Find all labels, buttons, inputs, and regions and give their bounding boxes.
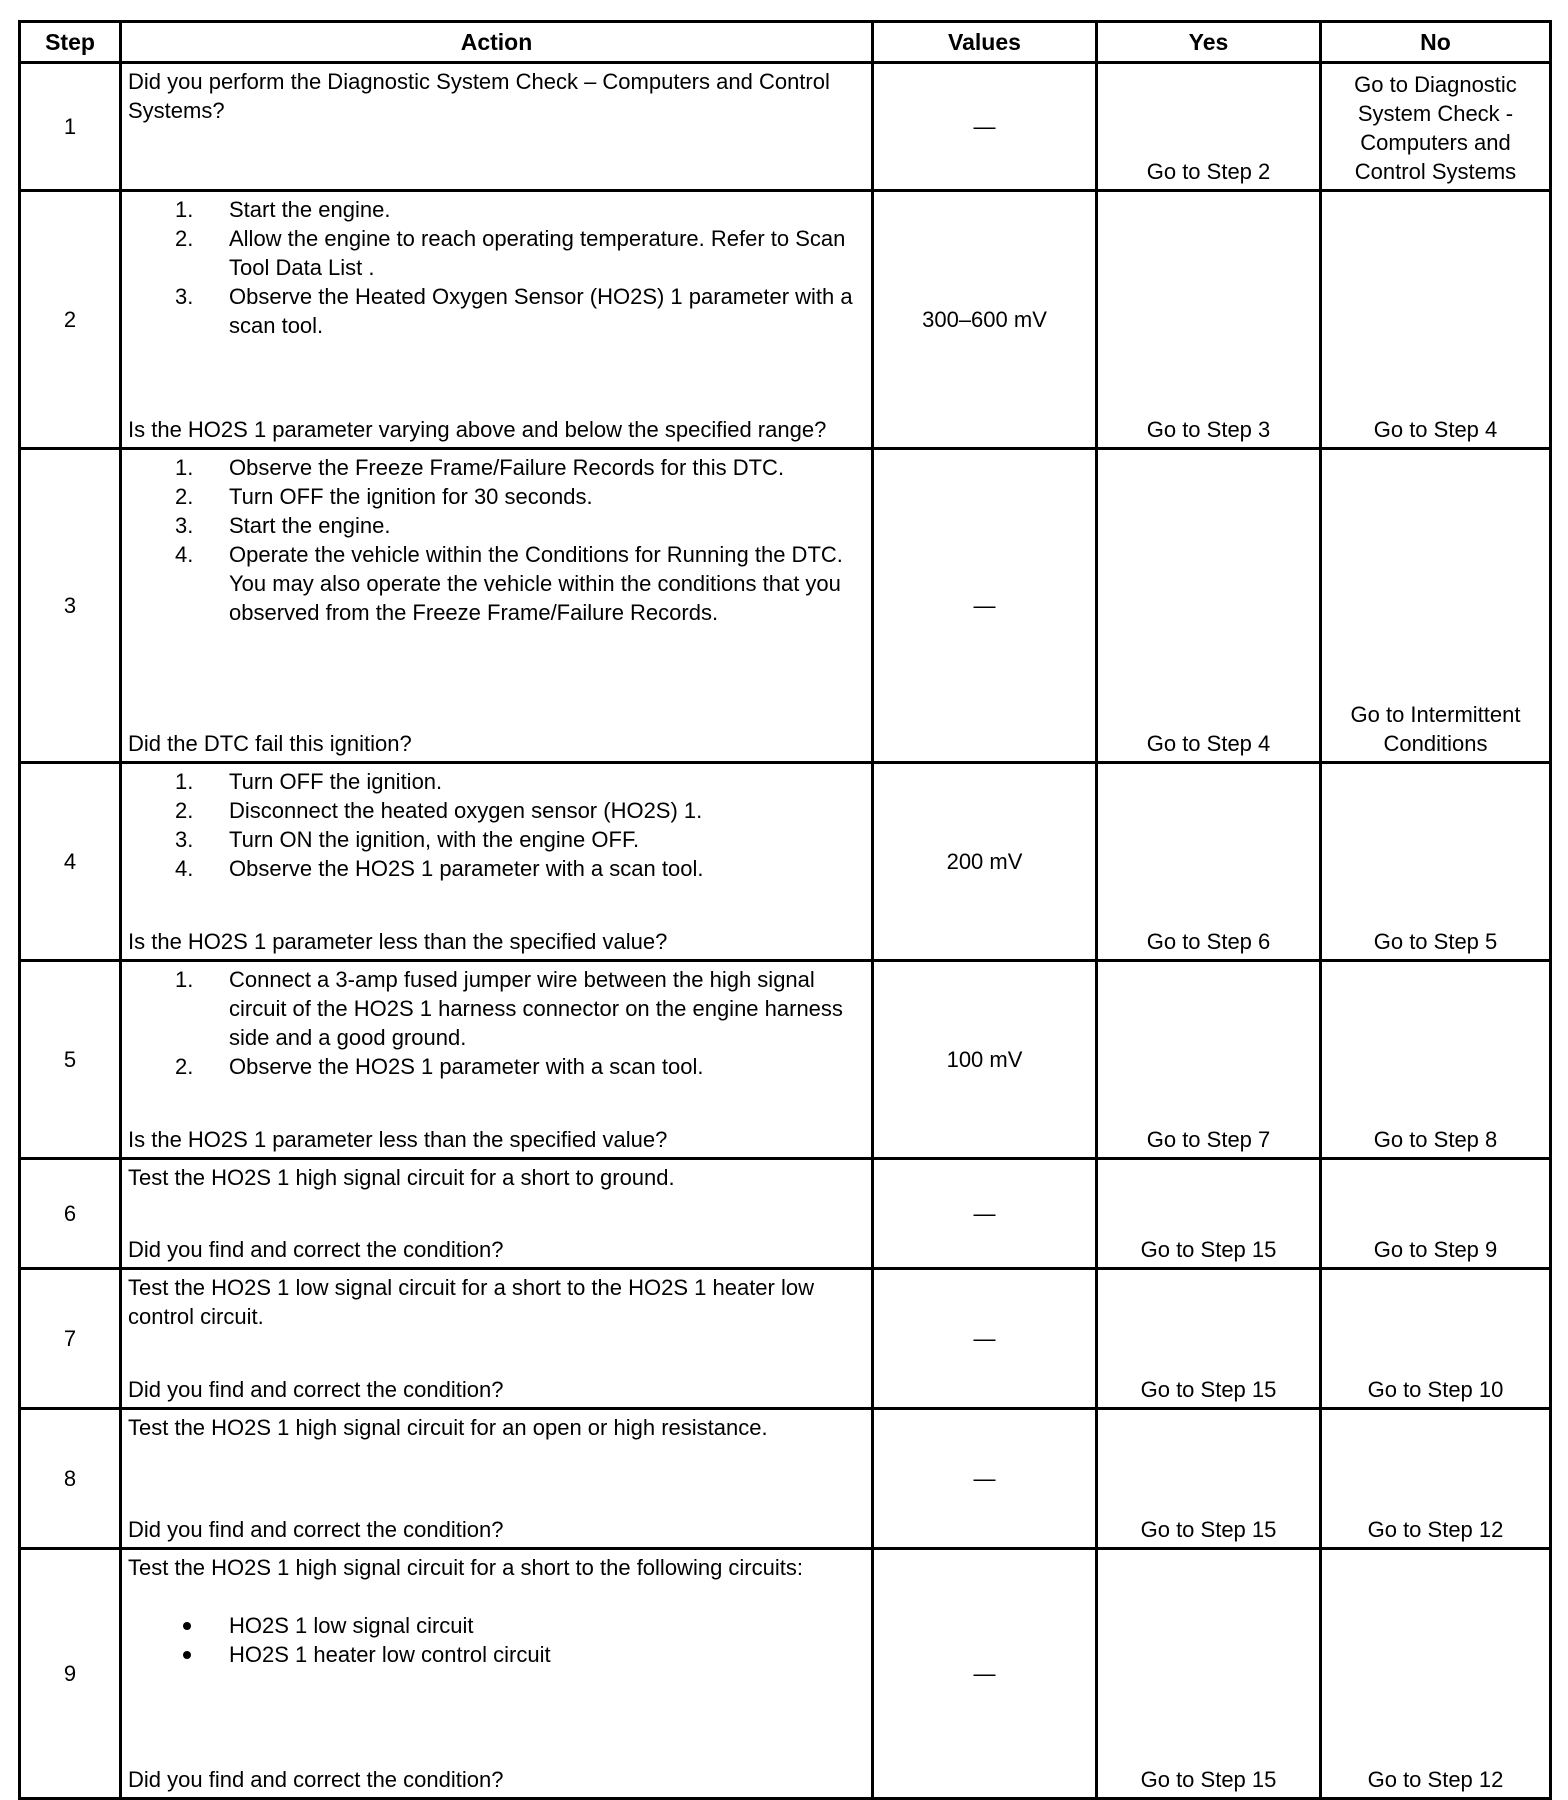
action-cell (121, 961, 873, 1159)
action-cell (121, 1549, 873, 1799)
action-question: Did you find and correct the condition? (128, 1517, 504, 1542)
list-item-text: Turn OFF the ignition. (229, 769, 443, 794)
action-steps (128, 767, 865, 883)
list-item-text: Turn ON the ignition, with the engine OFF. (229, 827, 640, 852)
no-cell: Go to Step 5 (1321, 763, 1551, 961)
step-number: 6 (20, 1159, 121, 1269)
yes-cell: Go to Step 15 (1097, 1549, 1321, 1799)
list-item: 1. Connect a 3-amp fused jumper wire between the high signal circuit of the HO2S 1 harness connector on the engine harness side and a good ground. (128, 965, 865, 1052)
yes-cell: Go to Step 15 (1097, 1269, 1321, 1409)
table-row (20, 1549, 1551, 1799)
yes-cell: Go to Step 4 (1097, 449, 1321, 763)
table-row (20, 1409, 1551, 1549)
table-row (20, 63, 1551, 191)
list-item-text: Start the engine. (229, 513, 391, 538)
list-item: 3. Start the engine. (128, 511, 865, 540)
list-item: 2. Observe the HO2S 1 parameter with a scan tool. (128, 1052, 865, 1081)
action-question: Is the HO2S 1 parameter less than the specified value? (128, 1127, 668, 1152)
list-item: 3. Turn ON the ignition, with the engine OFF. (128, 825, 865, 854)
list-item: 2. Turn OFF the ignition for 30 seconds. (128, 482, 865, 511)
yes-cell: Go to Step 7 (1097, 961, 1321, 1159)
action-cell (121, 191, 873, 449)
action-intro: Test the HO2S 1 low signal circuit for a short to the HO2S 1 heater low control circuit. (128, 1275, 814, 1329)
action-question: Did you find and correct the condition? (128, 1377, 504, 1402)
yes-cell: Go to Step 2 (1097, 63, 1321, 191)
no-cell: Go to Diagnostic System Check - Computers and Control Systems (1321, 63, 1551, 191)
step-number: 4 (20, 763, 121, 961)
value-cell: 200 mV (873, 763, 1097, 961)
step-number: 5 (20, 961, 121, 1159)
action-cell (121, 763, 873, 961)
action-cell (121, 1409, 873, 1549)
value-cell: — (873, 63, 1097, 191)
list-item: 1. Observe the Freeze Frame/Failure Records for this DTC. (128, 453, 865, 482)
step-number: 8 (20, 1409, 121, 1549)
table-row (20, 961, 1551, 1159)
value-cell: — (873, 1269, 1097, 1409)
no-cell: Go to Step 12 (1321, 1549, 1551, 1799)
list-item-text: Turn OFF the ignition for 30 seconds. (229, 484, 593, 509)
table-row (20, 449, 1551, 763)
list-item: 1. Start the engine. (128, 195, 865, 224)
value-cell: — (873, 1549, 1097, 1799)
action-intro: Did you perform the Diagnostic System Check – Computers and Control Systems? (128, 69, 830, 123)
table-row (20, 1159, 1551, 1269)
step-number: 9 (20, 1549, 121, 1799)
value-cell: 100 mV (873, 961, 1097, 1159)
list-item-text: Connect a 3-amp fused jumper wire between the high signal circuit of the HO2S 1 harness connector on the engine harness side and a good ground. (229, 967, 843, 1050)
action-steps (128, 195, 865, 340)
value-cell: — (873, 1159, 1097, 1269)
header-values: Values (873, 22, 1097, 63)
action-cell (121, 1159, 873, 1269)
yes-cell: Go to Step 6 (1097, 763, 1321, 961)
diagnostic-table (18, 20, 1552, 1800)
list-item (128, 1611, 865, 1640)
yes-cell: Go to Step 3 (1097, 191, 1321, 449)
no-cell: Go to Step 9 (1321, 1159, 1551, 1269)
list-item-text: HO2S 1 heater low control circuit (229, 1642, 551, 1667)
action-steps (128, 965, 865, 1081)
action-steps (128, 453, 865, 627)
step-number: 1 (20, 63, 121, 191)
action-intro: Test the HO2S 1 high signal circuit for a short to the following circuits: (128, 1555, 803, 1580)
table-row (20, 763, 1551, 961)
yes-cell: Go to Step 15 (1097, 1159, 1321, 1269)
list-item: 3. Observe the Heated Oxygen Sensor (HO2S) 1 parameter with a scan tool. (128, 282, 865, 340)
list-item-text: Allow the engine to reach operating temperature. Refer to Scan Tool Data List . (229, 226, 846, 280)
action-intro: Test the HO2S 1 high signal circuit for an open or high resistance. (128, 1415, 768, 1440)
list-item-text: Operate the vehicle within the Conditions for Running the DTC. You may also operate the vehicle within the conditions that you observed from the Freeze Frame/Failure Records. (229, 542, 843, 625)
header-yes: Yes (1097, 22, 1321, 63)
action-cell (121, 1269, 873, 1409)
action-question: Did the DTC fail this ignition? (128, 731, 412, 756)
header-step: Step (20, 22, 121, 63)
action-question: Did you find and correct the condition? (128, 1767, 504, 1792)
list-item-text: Observe the HO2S 1 parameter with a scan tool. (229, 856, 704, 881)
header-action: Action (121, 22, 873, 63)
list-item-text: Observe the Heated Oxygen Sensor (HO2S) 1 parameter with a scan tool. (229, 284, 853, 338)
list-item-text: Start the engine. (229, 197, 391, 222)
list-item (128, 1640, 865, 1669)
list-item: 2. Disconnect the heated oxygen sensor (HO2S) 1. (128, 796, 865, 825)
list-item-text: HO2S 1 low signal circuit (229, 1613, 474, 1638)
action-bullets (128, 1611, 865, 1669)
list-item: 4. Operate the vehicle within the Conditions for Running the DTC. You may also operate the vehicle within the conditions that you observed from the Freeze Frame/Failure Records. (128, 540, 865, 627)
bullet-icon (128, 1640, 229, 1669)
list-item-text: Observe the HO2S 1 parameter with a scan tool. (229, 1054, 704, 1079)
step-number: 7 (20, 1269, 121, 1409)
action-question: Is the HO2S 1 parameter varying above and below the specified range? (128, 417, 827, 442)
action-cell (121, 449, 873, 763)
no-cell: Go to Intermittent Conditions (1321, 449, 1551, 763)
header-row (20, 22, 1551, 63)
list-item-text: Disconnect the heated oxygen sensor (HO2S) 1. (229, 798, 703, 823)
list-item-text: Observe the Freeze Frame/Failure Records for this DTC. (229, 455, 785, 480)
value-cell: — (873, 449, 1097, 763)
action-question: Is the HO2S 1 parameter less than the specified value? (128, 929, 668, 954)
action-cell (121, 63, 873, 191)
action-question: Did you find and correct the condition? (128, 1237, 504, 1262)
action-intro: Test the HO2S 1 high signal circuit for a short to ground. (128, 1165, 675, 1190)
table-row (20, 191, 1551, 449)
step-number: 3 (20, 449, 121, 763)
header-no: No (1321, 22, 1551, 63)
no-cell: Go to Step 8 (1321, 961, 1551, 1159)
list-item: 2. Allow the engine to reach operating temperature. Refer to Scan Tool Data List . (128, 224, 865, 282)
step-number: 2 (20, 191, 121, 449)
no-cell: Go to Step 4 (1321, 191, 1551, 449)
bullet-icon (128, 1611, 229, 1640)
yes-cell: Go to Step 15 (1097, 1409, 1321, 1549)
no-cell: Go to Step 10 (1321, 1269, 1551, 1409)
list-item: 1. Turn OFF the ignition. (128, 767, 865, 796)
value-cell: — (873, 1409, 1097, 1549)
no-cell: Go to Step 12 (1321, 1409, 1551, 1549)
value-cell: 300–600 mV (873, 191, 1097, 449)
list-item: 4. Observe the HO2S 1 parameter with a scan tool. (128, 854, 865, 883)
table-row (20, 1269, 1551, 1409)
